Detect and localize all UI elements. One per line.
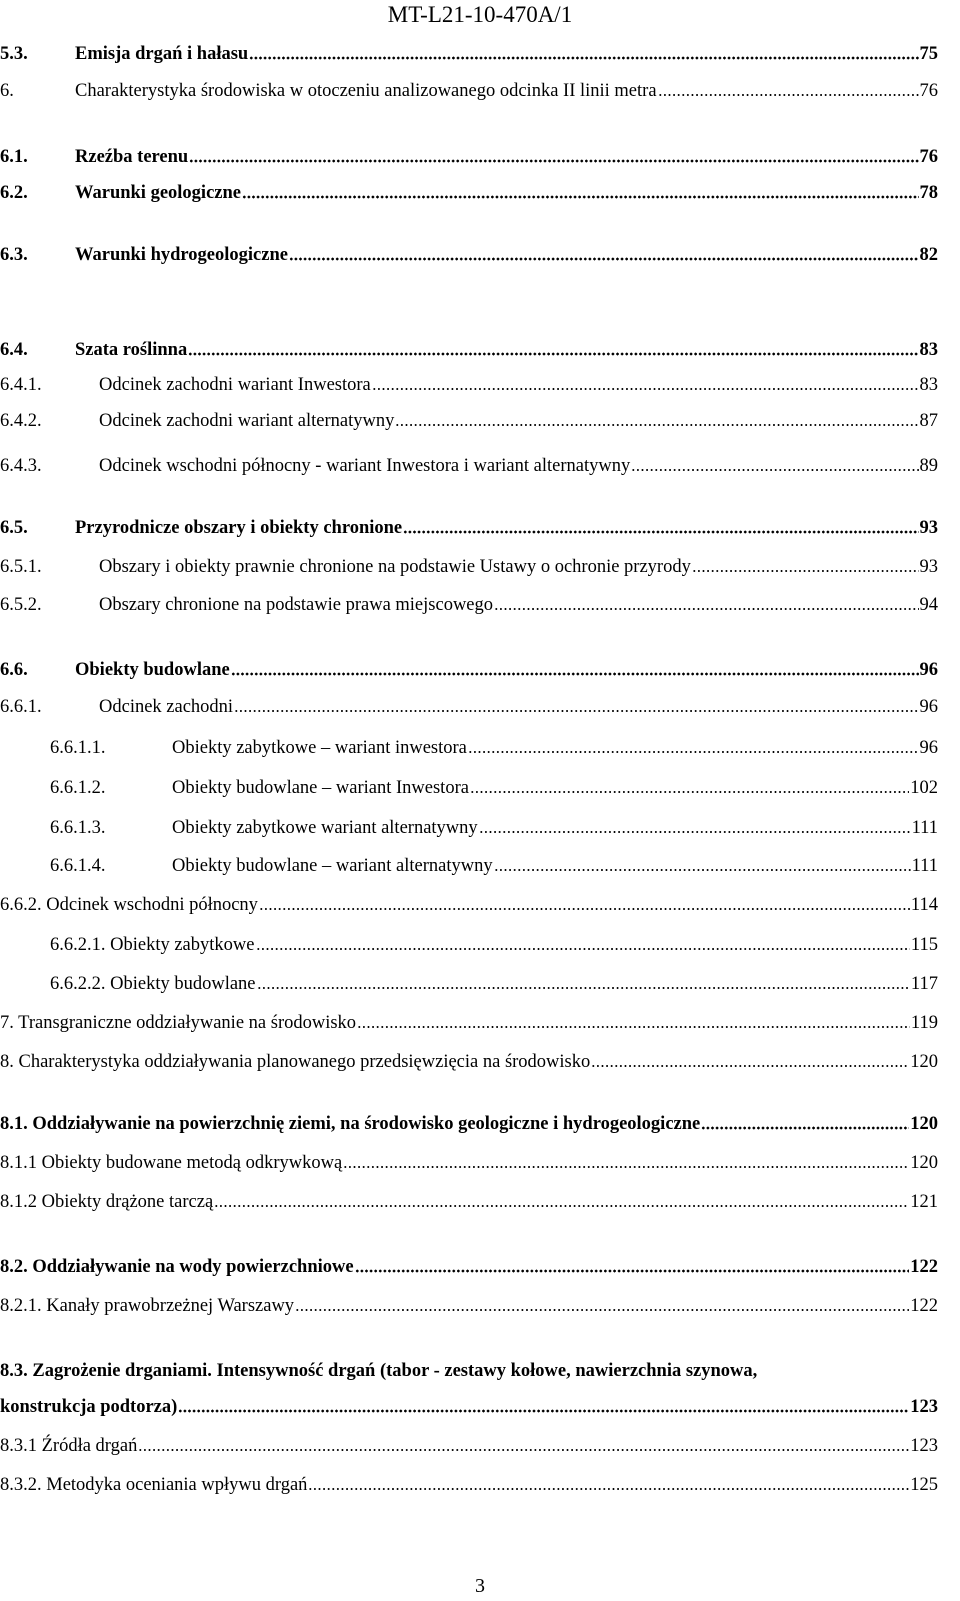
toc-entry-page: 123 [910, 1397, 938, 1417]
toc-entry-page: 115 [910, 935, 938, 955]
toc-entry[interactable] [0, 1189, 960, 1215]
dot-leader [289, 256, 919, 262]
dot-leader [355, 1268, 910, 1274]
toc-entry-page: 93 [919, 518, 938, 538]
toc-entry-line [0, 1358, 960, 1384]
toc-entry-number: 6.6.1.3. [50, 818, 106, 838]
toc-entry[interactable] [0, 1293, 960, 1319]
toc-entry[interactable] [0, 1433, 960, 1459]
toc-entry[interactable] [0, 853, 960, 879]
toc-entry-page: 114 [910, 895, 938, 915]
toc-entry[interactable] [0, 78, 960, 104]
dot-leader [468, 749, 919, 755]
toc-entry-number: 6.2. [0, 183, 28, 203]
dot-leader [631, 467, 918, 473]
toc-entry-number: 6.4.3. [0, 456, 42, 476]
toc-entry[interactable] [0, 1394, 960, 1420]
toc-entry-title: Odcinek zachodni [99, 697, 234, 717]
toc-entry[interactable] [0, 657, 960, 683]
toc-entry[interactable] [0, 554, 960, 580]
dot-leader [189, 158, 918, 164]
toc-entry-title: Emisja drgań i hałasu [75, 44, 249, 64]
dot-leader [259, 906, 910, 912]
toc-entry[interactable] [0, 515, 960, 541]
toc-entry-title: Warunki hydrogeologiczne [75, 245, 288, 265]
dot-leader [249, 55, 918, 61]
toc-entry[interactable] [0, 892, 960, 918]
dot-leader [242, 194, 919, 200]
document-header: MT-L21-10-470A/1 [387, 2, 573, 27]
toc-entry[interactable] [0, 735, 960, 761]
toc-entry-title: 8.3. Zagrożenie drganiami. Intensywność drgań (tabor - zestawy kołowe, nawierzchnia szynowa, [0, 1361, 758, 1381]
toc-entry[interactable] [0, 180, 960, 206]
toc-entry-page: 96 [919, 660, 938, 680]
toc-entry-page: 78 [919, 183, 938, 203]
dot-leader [395, 422, 918, 428]
dot-leader [231, 671, 919, 677]
dot-leader [178, 1408, 909, 1414]
toc-entry-page: 93 [919, 557, 938, 577]
toc-entry-title: Warunki geologiczne [75, 183, 241, 203]
toc-entry-title: 6.6.2.2. Obiekty budowlane [50, 974, 256, 994]
toc-entry-page: 89 [919, 456, 938, 476]
dot-leader [658, 92, 919, 98]
toc-entry-number: 6.5.1. [0, 557, 42, 577]
toc-entry-number: 6.3. [0, 245, 28, 265]
toc-entry-page: 125 [910, 1475, 938, 1495]
toc-entry[interactable] [0, 337, 960, 363]
page-number: 3 [475, 1575, 485, 1597]
toc-entry-number: 6.4. [0, 340, 28, 360]
toc-entry-title: Obszary i obiekty prawnie chronione na podstawie Ustawy o ochronie przyrody [99, 557, 691, 577]
dot-leader [308, 1486, 909, 1492]
toc-entry-page: 96 [919, 697, 938, 717]
toc-entry-title: Odcinek zachodni wariant alternatywny [99, 411, 395, 431]
toc-entry-title: 8.1.2 Obiekty drążone tarczą [0, 1192, 214, 1212]
dot-leader [494, 867, 911, 873]
dot-leader [479, 829, 911, 835]
toc-entry-page: 111 [911, 856, 938, 876]
toc-entry[interactable] [0, 971, 960, 997]
toc-entry-title: Obiekty zabytkowe wariant alternatywny [172, 818, 478, 838]
toc-entry[interactable] [0, 242, 960, 268]
toc-entry-title: 8.3.1 Źródła drgań [0, 1436, 138, 1456]
toc-entry[interactable] [0, 932, 960, 958]
toc-entry-page: 87 [919, 411, 938, 431]
toc-entry[interactable] [0, 1254, 960, 1280]
toc-entry-number: 6.5. [0, 518, 28, 538]
toc-entry-number: 6.6.1.2. [50, 778, 106, 798]
dot-leader [591, 1063, 909, 1069]
toc-entry-page: 82 [919, 245, 938, 265]
toc-entry-page: 83 [919, 340, 938, 360]
toc-entry-page: 120 [910, 1114, 938, 1134]
dot-leader [692, 568, 919, 574]
toc-entry[interactable] [0, 453, 960, 479]
toc-entry-page: 102 [910, 778, 938, 798]
toc-entry-page: 83 [919, 375, 938, 395]
dot-leader [357, 1024, 910, 1030]
toc-entry-number: 6.6.1.4. [50, 856, 106, 876]
toc-entry-title: konstrukcja podtorza) [0, 1397, 178, 1417]
dot-leader [701, 1125, 909, 1131]
toc-entry-title: Obiekty budowlane – wariant alternatywny [172, 856, 493, 876]
toc-entry[interactable] [0, 1150, 960, 1176]
toc-entry[interactable] [0, 144, 960, 170]
toc-entry-title: 6.6.2.1. Obiekty zabytkowe [50, 935, 255, 955]
dot-leader [257, 985, 910, 991]
toc-entry-title: 8.1.1 Obiekty budowane metodą odkrywkową [0, 1153, 343, 1173]
toc-entry-title: Odcinek wschodni północny - wariant Inwestora i wariant alternatywny [99, 456, 631, 476]
toc-entry-page: 120 [910, 1052, 938, 1072]
toc-entry-number: 6.1. [0, 147, 28, 167]
toc-entry-number: 5.3. [0, 44, 28, 64]
toc-entry[interactable] [0, 592, 960, 618]
toc-entry-page: 123 [910, 1436, 938, 1456]
toc-entry-title: Rzeźba terenu [75, 147, 189, 167]
toc-entry-page: 119 [910, 1013, 938, 1033]
toc-entry-page: 75 [919, 44, 938, 64]
toc-entry-title: 8.1. Oddziaływanie na powierzchnię ziemi, na środowisko geologiczne i hydrogeologiczne [0, 1114, 701, 1134]
dot-leader [138, 1447, 909, 1453]
toc-entry[interactable] [0, 694, 960, 720]
toc-entry[interactable] [0, 1010, 960, 1036]
toc-entry[interactable] [0, 815, 960, 841]
toc-entry-number: 6.5.2. [0, 595, 42, 615]
toc-entry-title: 8.2.1. Kanały prawobrzeżnej Warszawy [0, 1296, 295, 1316]
toc-entry-title: Charakterystyka środowiska w otoczeniu analizowanego odcinka II linii metra [75, 81, 657, 101]
toc-entry[interactable] [0, 775, 960, 801]
toc-entry-title: Szata roślinna [75, 340, 188, 360]
toc-entry-title: 8. Charakterystyka oddziaływania planowanego przedsięwzięcia na środowisko [0, 1052, 591, 1072]
toc-entry-page: 120 [910, 1153, 938, 1173]
toc-entry-page: 121 [910, 1192, 938, 1212]
dot-leader [214, 1203, 909, 1209]
toc-entry-page: 76 [919, 147, 938, 167]
dot-leader [470, 789, 909, 795]
toc-entry-page: 94 [919, 595, 938, 615]
toc-entry-page: 122 [910, 1257, 938, 1277]
toc-entry-title: 7. Transgraniczne oddziaływanie na środowisko [0, 1013, 357, 1033]
toc-entry-number: 6.6.1.1. [50, 738, 106, 758]
toc-entry[interactable] [0, 1111, 960, 1137]
toc-entry-title: Obiekty budowlane – wariant Inwestora [172, 778, 469, 798]
toc-entry-title: Obiekty zabytkowe – wariant inwestora [172, 738, 467, 758]
toc-entry-page: 117 [910, 974, 938, 994]
dot-leader [403, 529, 918, 535]
toc-entry[interactable] [0, 372, 960, 398]
toc-entry-page: 111 [911, 818, 938, 838]
dot-leader [494, 606, 918, 612]
toc-entry-title: 8.3.2. Metodyka oceniania wpływu drgań [0, 1475, 308, 1495]
toc-entry-page: 96 [919, 738, 938, 758]
toc-entry-number: 6.6. [0, 660, 28, 680]
dot-leader [372, 386, 919, 392]
toc-entry-title: Obszary chronione na podstawie prawa miejscowego [99, 595, 494, 615]
dot-leader [295, 1307, 909, 1313]
toc-entry[interactable] [0, 41, 960, 67]
toc-entry-title: 6.6.2. Odcinek wschodni północny [0, 895, 258, 915]
dot-leader [234, 708, 918, 714]
toc-entry[interactable] [0, 1472, 960, 1498]
dot-leader [188, 351, 918, 357]
toc-entry-title: 8.2. Oddziaływanie na wody powierzchniowe [0, 1257, 354, 1277]
toc-entry-number: 6.4.2. [0, 411, 42, 431]
toc-entry-page: 122 [910, 1296, 938, 1316]
toc-entry-number: 6.4.1. [0, 375, 42, 395]
toc-entry[interactable] [0, 408, 960, 434]
toc-entry[interactable] [0, 1049, 960, 1075]
dot-leader [256, 946, 910, 952]
toc-entry-number: 6.6.1. [0, 697, 42, 717]
toc-entry-title: Odcinek zachodni wariant Inwestora [99, 375, 371, 395]
toc-entry-title: Przyrodnicze obszary i obiekty chronione [75, 518, 403, 538]
toc-entry-title: Obiekty budowlane [75, 660, 230, 680]
dot-leader [343, 1164, 909, 1170]
toc-entry-page: 76 [919, 81, 938, 101]
toc-entry-number: 6. [0, 81, 14, 101]
